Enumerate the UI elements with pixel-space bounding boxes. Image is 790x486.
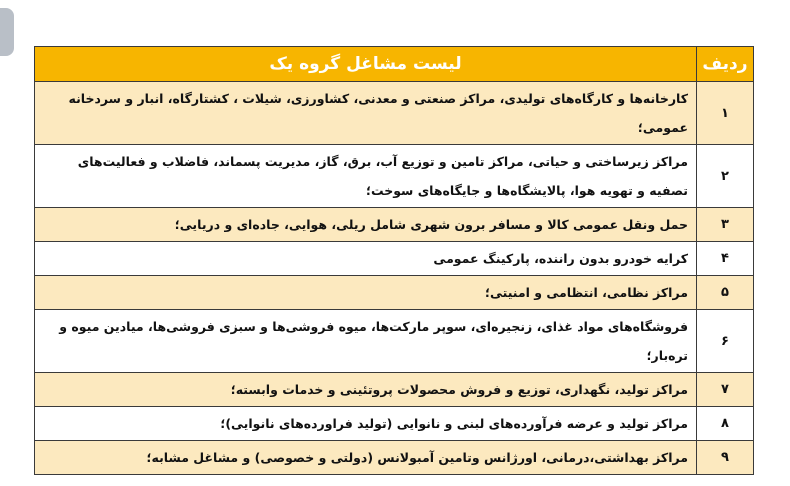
row-number: ۷ xyxy=(697,373,754,407)
table-body xyxy=(35,82,754,475)
occupation-description: مراکز تولید و عرضه فرآورده‌های لبنی و نانوایی (تولید فراورده‌های نانوایی)؛ xyxy=(35,407,697,441)
occupation-description: کرایه خودرو بدون راننده، پارکینگ عمومی xyxy=(35,242,697,276)
occupation-description: حمل ونقل عمومی کالا و مسافر برون شهری شامل ریلی، هوایی، جاده‌ای و دریایی؛ xyxy=(35,208,697,242)
row-number: ۴ xyxy=(697,242,754,276)
table-row xyxy=(35,407,754,441)
table-row xyxy=(35,373,754,407)
table-container xyxy=(34,46,754,486)
occupation-description: مراکز بهداشتی،درمانی، اورژانس وتامین آمبولانس (دولتی و خصوصی) و مشاغل مشابه؛ xyxy=(35,441,697,475)
table-row xyxy=(35,276,754,310)
occupation-description: مراکز زیرساختی و حیاتی، مراکز تامین و توزیع آب، برق، گاز، مدیریت پسماند، فاضلاب و فعالیت‌های تصفیه و تهویه هوا، پالایشگاه‌ها و جایگاه‌های سوخت؛ xyxy=(35,145,697,208)
table-row xyxy=(35,145,754,208)
row-number: ۱ xyxy=(697,82,754,145)
occupation-description: فروشگاه‌های مواد غذای، زنجیره‌ای، سوپر مارکت‌ها، میوه فروشی‌ها و سبزی فروشی‌ها، میادین میوه و تره‌بار؛ xyxy=(35,310,697,373)
row-number: ۳ xyxy=(697,208,754,242)
table-row xyxy=(35,310,754,373)
row-number: ۲ xyxy=(697,145,754,208)
table-title-header: لیست مشاغل گروه یک xyxy=(35,47,697,82)
row-number: ۸ xyxy=(697,407,754,441)
row-number-header: ردیف xyxy=(697,47,754,82)
table-row xyxy=(35,441,754,475)
side-panel-tab[interactable] xyxy=(0,8,14,56)
row-number: ۵ xyxy=(697,276,754,310)
row-number: ۶ xyxy=(697,310,754,373)
row-number: ۹ xyxy=(697,441,754,475)
table-row xyxy=(35,242,754,276)
table-header-row xyxy=(35,47,754,82)
occupation-description: مراکز نظامی، انتظامی و امنیتی؛ xyxy=(35,276,697,310)
table-row xyxy=(35,208,754,242)
occupation-description: مراکز تولید، نگهداری، توزیع و فروش محصولات پروتئینی و خدمات وابسته؛ xyxy=(35,373,697,407)
occupation-description: کارخانه‌ها و کارگاه‌های تولیدی، مراکز صنعتی و معدنی، کشاورزی، شیلات ، کشتارگاه، انبار و سردخانه عمومی؛ xyxy=(35,82,697,145)
table-row xyxy=(35,82,754,145)
occupations-table xyxy=(34,46,754,475)
